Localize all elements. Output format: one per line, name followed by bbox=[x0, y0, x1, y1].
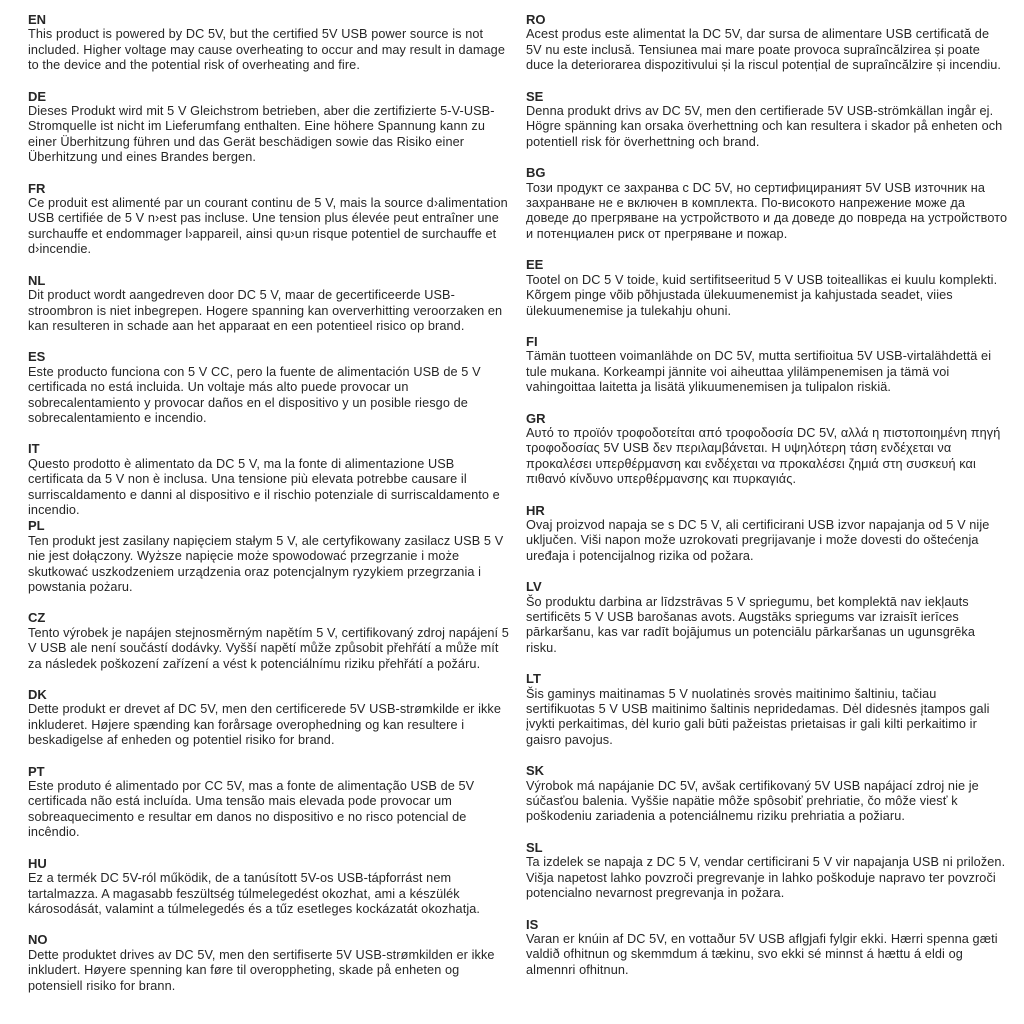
language-code-sk: SK bbox=[526, 763, 545, 779]
language-code-no: NO bbox=[28, 932, 48, 948]
language-text-de: Dieses Produkt wird mit 5 V Gleichstrom betrieben, aber die zertifizierte 5-V-USB-Stromquelle ist nicht im Lieferumfang enthalten. Eine höhere Spannung kann zu einer Überhitzung führen und das Gerät beschädigen sowie das Risiko einer Überhitzung und eines Brandes bergen. bbox=[28, 104, 495, 165]
section-cz bbox=[28, 610, 510, 672]
language-code-fi: FI bbox=[526, 333, 538, 349]
language-code-is: IS bbox=[526, 916, 539, 932]
language-code-de: DE bbox=[28, 88, 47, 104]
language-code-en: EN bbox=[28, 12, 47, 27]
language-text-is: Varan er knúin af DC 5V, en vottaður 5V USB aflgjafi fylgir ekki. Hærri spenna gæti valdið ofhitnun og skemmdum á tækinu, svo ekki sé minnst á hættu á eldi og almennri ofhitnun. bbox=[526, 931, 998, 977]
section-ro bbox=[526, 12, 1008, 74]
language-text-ro: Acest produs este alimentat la DC 5V, dar sursa de alimentare USB certificată de 5V nu este inclusă. Tensiunea mai mare poate provoca supraîncălzirea și poate duce la deteriorarea dispozitivului și la riscul potențial de supraîncălzire și incendiu. bbox=[526, 27, 1002, 73]
section-it bbox=[28, 441, 510, 518]
language-code-ro: RO bbox=[526, 12, 546, 27]
language-text-sk: Výrobok má napájanie DC 5V, avšak certifikovaný 5V USB napájací zdroj nie je súčasťou balenia. Vyššie napätie môže spôsobiť prehriatie, čo môže viesť k poškodeniu zariadenia a potenciálnemu riziku prehriatia a požiaru. bbox=[526, 778, 979, 824]
language-code-it: IT bbox=[28, 441, 40, 457]
language-code-pl: PL bbox=[28, 518, 45, 534]
language-code-se: SE bbox=[526, 88, 544, 104]
language-code-lt: LT bbox=[526, 671, 541, 687]
section-dk bbox=[28, 687, 510, 749]
language-code-pt: PT bbox=[28, 763, 45, 779]
section-pt bbox=[28, 764, 510, 841]
left-column bbox=[28, 12, 510, 1024]
language-text-sl: Ta izdelek se napaja z DC 5 V, vendar certificirani 5 V vir napajanja USB ni priložen. Višja napetost lahko povzroči pregrevanje in lahko poškoduje napravo ter povzroči potencialno nevarnost pregrevanja in požara. bbox=[526, 855, 1006, 901]
language-text-gr: Αυτό το προϊόν τροφοδοτείται από τροφοδοσία DC 5V, αλλά η πιστοποιημένη πηγή τροφοδοσίας 5V USB δεν περιλαμβάνεται. Η υψηλότερη τάση ενδέχεται να προκαλέσει υπερθέρμανση και ενδέχεται να προκαλέσει ζημιά στη συσκευή και πιθανό κίνδυνο υπερθέρμανσης και πυρκαγιάς. bbox=[526, 425, 1001, 487]
section-fr bbox=[28, 181, 510, 258]
section-is bbox=[526, 917, 1008, 979]
language-code-ee: EE bbox=[526, 257, 544, 273]
section-hu bbox=[28, 856, 510, 918]
section-no bbox=[28, 932, 510, 994]
right-column bbox=[526, 12, 1008, 1024]
language-text-ee: Tootel on DC 5 V toide, kuid sertifitseeritud 5 V USB toiteallikas ei kuulu komplekti. Kõrgem pinge võib põhjustada ülekuumenemist ja kahjustada seadet, viies ülekuumenemise ja tulekahju ohuni. bbox=[526, 272, 998, 318]
language-text-nl: Dit product wordt aangedreven door DC 5 V, maar de gecertificeerde USB-stroombron is niet inbegrepen. Hogere spanning kan oververhitting veroorzaken en kan resulteren in schade aan het apparaat en een potentieel risico op brand. bbox=[28, 288, 503, 333]
language-text-hr: Ovaj proizvod napaja se s DC 5 V, ali certificirani USB izvor napajanja od 5 V nije uključen. Viši napon može uzrokovati pregrijavanje i može dovesti do oštećenja uređaja i potencijalnog rizika od požara. bbox=[526, 517, 990, 563]
language-code-bg: BG bbox=[526, 165, 546, 181]
language-code-gr: GR bbox=[526, 410, 546, 426]
language-text-it: Questo prodotto è alimentato da DC 5 V, ma la fonte di alimentazione USB certificata da 5 V non è inclusa. Una tensione più elevata potrebbe causare il surriscaldamento e danni al dispositivo e il rischio potenziale di surriscaldamento e incendio. bbox=[28, 456, 500, 517]
language-code-es: ES bbox=[28, 349, 46, 365]
section-gr bbox=[526, 411, 1008, 488]
section-hr bbox=[526, 503, 1008, 565]
language-code-hr: HR bbox=[526, 502, 545, 518]
language-text-lv: Šo produktu darbina ar līdzstrāvas 5 V spriegumu, bet komplektā nav iekļauts sertificēts 5 V USB barošanas avots. Augstāks spriegums var izraisīt ierīces pārkaršanu, kas var radīt bojājumus un potenciālu pārkaršanas un ugunsgrēka risku. bbox=[526, 594, 976, 655]
section-pl bbox=[28, 518, 510, 595]
language-code-nl: NL bbox=[28, 272, 46, 288]
section-lv bbox=[526, 579, 1008, 656]
language-code-hu: HU bbox=[28, 855, 47, 871]
section-ee bbox=[526, 257, 1008, 319]
language-text-fi: Tämän tuotteen voimanlähde on DC 5V, mutta sertifioitua 5V USB-virtalähdettä ei tule mukana. Korkeampi jännite voi aiheuttaa ylilämpenemisen ja tämä voi vahingoittaa laitetta ja lisätä ylikuumenemisen ja tulipalon riskiä. bbox=[526, 349, 992, 395]
language-text-pl: Ten produkt jest zasilany napięciem stałym 5 V, ale certyfikowany zasilacz USB 5 V nie jest dołączony. Wyższe napięcie może spowodować przegrzanie i może skutkować uszkodzeniem urządzenia oraz potencjalnym ryzykiem przegrzania i powstania pożaru. bbox=[28, 533, 504, 594]
language-text-fr: Ce produit est alimenté par un courant continu de 5 V, mais la source d›alimentation USB certifiée de 5 V n›est pas incluse. Une tension plus élevée peut entraîner une surchauffe et endommager l›appareil, ainsi qu›un risque potentiel de surchauffe et d›incendie. bbox=[28, 196, 508, 257]
language-code-fr: FR bbox=[28, 180, 46, 196]
language-code-lv: LV bbox=[526, 579, 542, 595]
language-code-cz: CZ bbox=[28, 610, 46, 626]
section-de bbox=[28, 89, 510, 166]
section-es bbox=[28, 349, 510, 426]
language-text-en: This product is powered by DC 5V, but the certified 5V USB power source is not included. Higher voltage may cause overheating to occur and may result in damage to the device and the potential risk of overheating and fire. bbox=[28, 27, 505, 73]
section-nl bbox=[28, 273, 510, 335]
section-fi bbox=[526, 334, 1008, 396]
language-text-lt: Šis gaminys maitinamas 5 V nuolatinės srovės maitinimo šaltiniu, tačiau sertifikuotas 5 V USB maitinimo šaltinis nepridedamas. Dėl didesnės įtampos gali įvykti perkaitimas, dėl kurio gali būti pažeistas prietaisas ir gali kilti perkaitimo ir gaisro pavojus. bbox=[526, 686, 990, 747]
language-text-se: Denna produkt drivs av DC 5V, men den certifierade 5V USB-strömkällan ingår ej. Högre spänning kan orsaka överhettning och kan resultera i skador på enheten och potentiell risk för överhettning och brand. bbox=[526, 104, 1003, 149]
language-text-es: Este producto funciona con 5 V CC, pero la fuente de alimentación USB de 5 V certificada no está incluida. Un voltaje más alto puede provocar un sobrecalentamiento y provocar daños en el dispositivo y un posible riesgo de sobrecalentamiento e incendio. bbox=[28, 364, 481, 425]
language-text-dk: Dette produkt er drevet af DC 5V, men den certificerede 5V USB-strømkilde er ikke inkluderet. Højere spænding kan forårsage overophedning og kan resultere i beskadigelse af enheden og potentiel risiko for brand. bbox=[28, 702, 502, 748]
language-text-hu: Ez a termék DC 5V-ról működik, de a tanúsított 5V-os USB-tápforrást nem tartalmazza. A magasabb feszültség túlmelegedést okozhat, ami a készülék károsodását, valamint a túlmelegedés és a tűz esetleges kockázatát okozhatja. bbox=[28, 871, 481, 916]
section-en bbox=[28, 12, 510, 74]
section-sl bbox=[526, 840, 1008, 902]
section-se bbox=[526, 89, 1008, 151]
section-lt bbox=[526, 671, 1008, 748]
language-text-bg: Този продукт се захранва с DC 5V, но сертифицираният 5V USB източник на захранване не е включен в комплекта. По-високото напрежение може да доведе до прегряване на устройството и да доведе до повреда на устройството и потенциален риск от прегряване и пожар. bbox=[526, 180, 1008, 241]
language-text-pt: Este produto é alimentado por CC 5V, mas a fonte de alimentação USB de 5V certificada não está incluída. Uma tensão mais elevada pode provocar um sobreaquecimento e resultar em danos no dispositivo e no risco potencial de incêndio. bbox=[28, 779, 475, 840]
section-bg bbox=[526, 165, 1008, 242]
language-text-no: Dette produktet drives av DC 5V, men den sertifiserte 5V USB-strømkilden er ikke inkludert. Høyere spenning kan føre til overoppheting, skade på enheten og potensiell risiko for brann. bbox=[28, 947, 495, 993]
language-text-cz: Tento výrobek je napájen stejnosměrným napětím 5 V, certifikovaný zdroj napájení 5 V USB ale není součástí dodávky. Vyšší napětí může způsobit přehřátí a může mít za následek poškození zařízení a vést k potenciálnímu riziku přehřátí a požáru. bbox=[28, 625, 509, 671]
language-code-dk: DK bbox=[28, 687, 47, 703]
section-sk bbox=[526, 763, 1008, 825]
language-code-sl: SL bbox=[526, 839, 543, 855]
